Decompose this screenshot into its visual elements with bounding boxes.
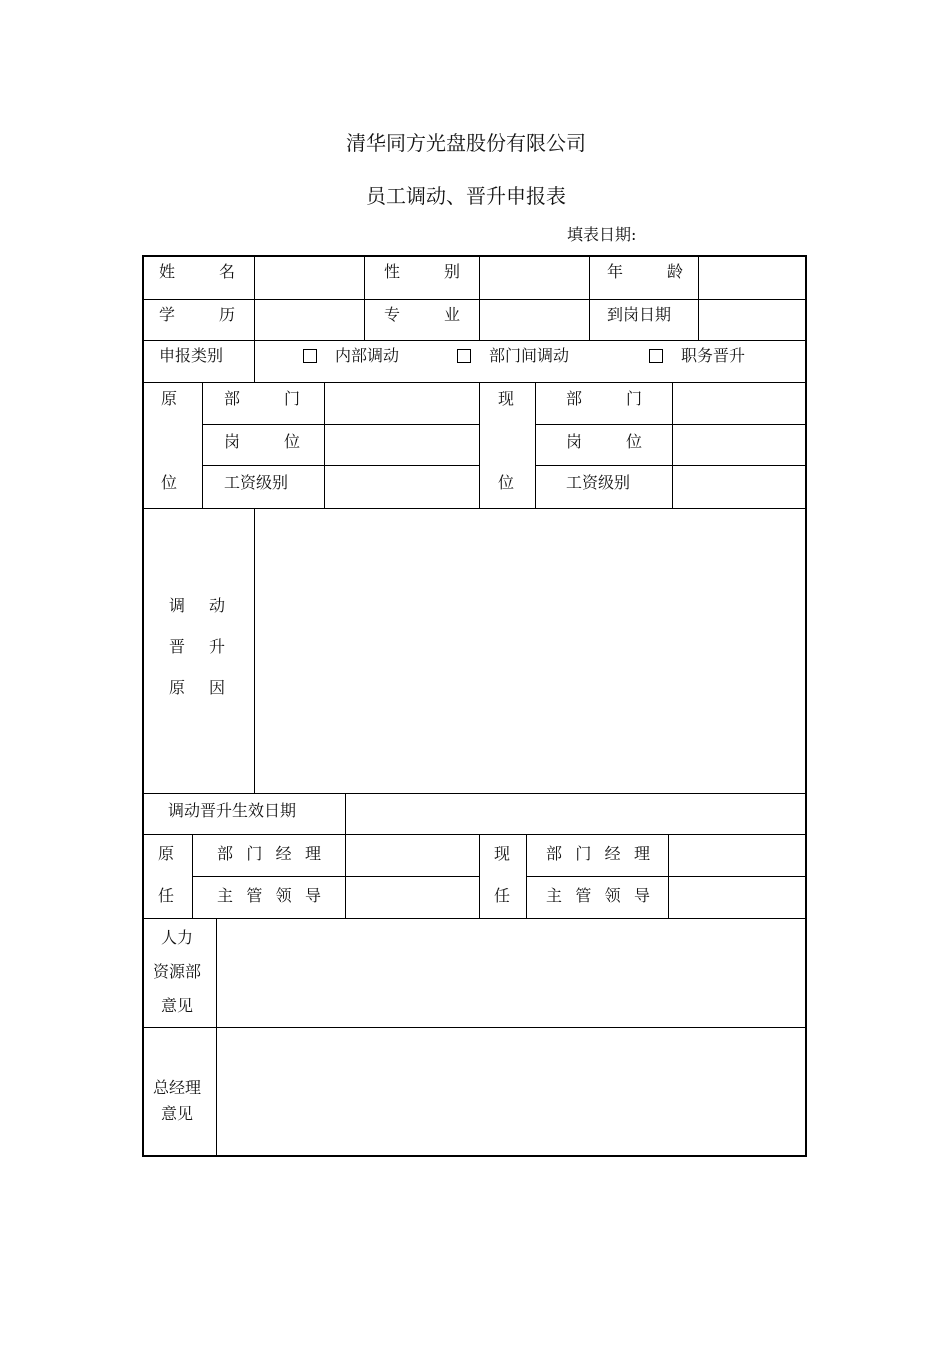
option-promotion[interactable]: 职务晋升 bbox=[649, 348, 745, 364]
original-post-field[interactable] bbox=[325, 425, 479, 465]
education-field[interactable] bbox=[255, 300, 364, 340]
option-interdept-transfer[interactable]: 部门间调动 bbox=[457, 348, 569, 364]
hr-opinion-label-line1: 人力 bbox=[160, 928, 193, 947]
hr-opinion-field[interactable] bbox=[217, 919, 805, 1027]
checkbox-icon[interactable] bbox=[457, 349, 471, 363]
current-supervisor-label: 主 管 领 导 bbox=[546, 886, 650, 905]
major-label: 专 业 bbox=[384, 305, 460, 324]
current-post-field[interactable] bbox=[673, 425, 805, 465]
original-dept-manager-label: 部 门 经 理 bbox=[217, 844, 321, 863]
current-leader-label-top: 现 bbox=[494, 844, 511, 863]
original-salary-label: 工资级别 bbox=[224, 473, 289, 492]
gm-opinion-label-line1: 总经理 bbox=[152, 1078, 201, 1097]
current-position-label-top: 现 bbox=[498, 389, 515, 408]
current-dept-label: 部 门 bbox=[566, 389, 642, 408]
option-internal-transfer[interactable]: 内部调动 bbox=[303, 348, 399, 364]
current-salary-field[interactable] bbox=[673, 466, 805, 508]
col-divider bbox=[202, 382, 203, 508]
reason-field[interactable] bbox=[255, 509, 805, 793]
col-divider bbox=[479, 834, 480, 918]
start-date-field[interactable] bbox=[699, 300, 805, 340]
reason-label-line1: 调 动 bbox=[169, 596, 225, 615]
current-salary-label: 工资级别 bbox=[566, 473, 631, 492]
current-dept-manager-field[interactable] bbox=[669, 835, 805, 876]
hr-opinion-label-line3: 意见 bbox=[160, 996, 193, 1015]
gm-opinion-label-line2: 意见 bbox=[160, 1104, 193, 1123]
current-leader-label-bottom: 任 bbox=[494, 886, 511, 905]
reason-label-line3: 原 因 bbox=[169, 678, 225, 697]
company-title: 清华同方光盘股份有限公司 bbox=[346, 131, 586, 155]
original-dept-label: 部 门 bbox=[224, 389, 300, 408]
gender-field[interactable] bbox=[480, 258, 589, 299]
original-supervisor-label: 主 管 领 导 bbox=[217, 886, 321, 905]
col-divider bbox=[526, 834, 527, 918]
name-label: 姓 名 bbox=[159, 262, 235, 281]
age-field[interactable] bbox=[699, 258, 805, 299]
original-leader-label-top: 原 bbox=[158, 844, 175, 863]
hr-opinion-label-line2: 资源部 bbox=[152, 962, 201, 981]
original-dept-manager-field[interactable] bbox=[346, 835, 479, 876]
current-supervisor-field[interactable] bbox=[669, 877, 805, 918]
reason-label-line2: 晋 升 bbox=[169, 637, 225, 656]
fill-date-label: 填表日期: bbox=[567, 225, 637, 244]
col-divider bbox=[479, 382, 480, 508]
col-divider bbox=[364, 257, 365, 340]
effective-date-label: 调动晋升生效日期 bbox=[168, 801, 297, 820]
current-dept-field[interactable] bbox=[673, 383, 805, 424]
gender-label: 性 别 bbox=[384, 262, 460, 281]
original-salary-field[interactable] bbox=[325, 466, 479, 508]
col-divider bbox=[535, 382, 536, 508]
current-dept-manager-label: 部 门 经 理 bbox=[546, 844, 650, 863]
original-post-label: 岗 位 bbox=[224, 432, 300, 451]
form-title: 员工调动、晋升申报表 bbox=[366, 184, 566, 208]
checkbox-icon[interactable] bbox=[649, 349, 663, 363]
education-label: 学 历 bbox=[159, 305, 235, 324]
gm-opinion-field[interactable] bbox=[217, 1028, 805, 1157]
major-field[interactable] bbox=[480, 300, 589, 340]
col-divider bbox=[192, 834, 193, 918]
col-divider bbox=[589, 257, 590, 340]
col-divider bbox=[254, 340, 255, 382]
application-form bbox=[142, 255, 807, 1157]
start-date-label: 到岗日期 bbox=[607, 305, 672, 324]
row-divider bbox=[144, 340, 805, 341]
current-post-label: 岗 位 bbox=[566, 432, 642, 451]
name-field[interactable] bbox=[255, 258, 364, 299]
age-label: 年 龄 bbox=[607, 262, 683, 281]
checkbox-icon[interactable] bbox=[303, 349, 317, 363]
original-dept-field[interactable] bbox=[325, 383, 479, 424]
effective-date-field[interactable] bbox=[346, 794, 805, 834]
original-leader-label-bottom: 任 bbox=[158, 886, 175, 905]
current-position-label-bottom: 位 bbox=[498, 473, 515, 492]
report-type-label: 申报类别 bbox=[159, 346, 224, 365]
original-position-label-bottom: 位 bbox=[161, 473, 178, 492]
original-position-label-top: 原 bbox=[161, 389, 178, 408]
original-supervisor-field[interactable] bbox=[346, 877, 479, 918]
